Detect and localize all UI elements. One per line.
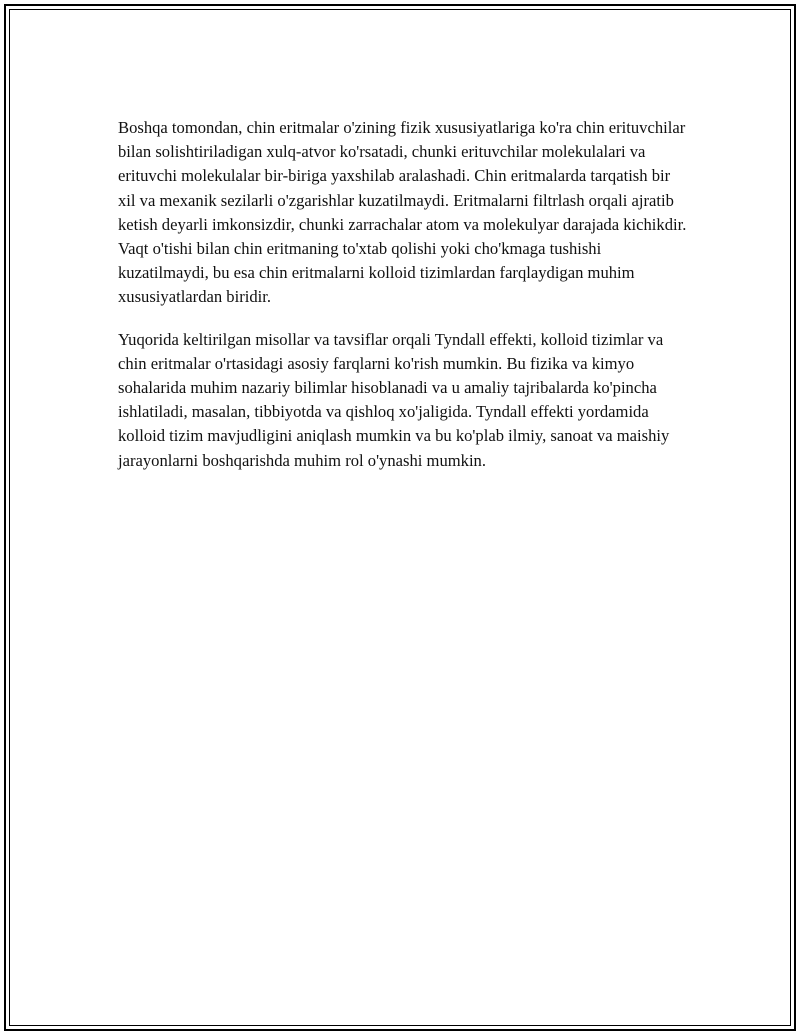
paragraph-1: Boshqa tomondan, chin eritmalar o'zining fizik xususiyatlariga ko'ra chin erituvchilar bilan solishtiriladigan xulq-atvor ko'rsatadi, chunki erituvchilar molekulalari va erituvchi molekulalar bir-biriga yaxshilab aralashadi. Chin eritmalarda tarqatish bir xil va mexanik sezilarli o'zgarishlar kuzatilmaydi. Eritmalarni filtrlash orqali ajratib ketish deyarli imkonsizdir, chunki zarrachalar atom va molekulyar darajada kichikdir. Vaqt o'tishi bilan chin eritmaning to'xtab qolishi yoki cho'kmaga tushishi kuzatilmaydi, bu esa chin eritmalarni kolloid tizimlardan farqlaydigan muhim xususiyatlardan biridir. — [118, 118, 687, 307]
paragraph-2: Yuqorida keltirilgan misollar va tavsiflar orqali Tyndall effekti, kolloid tizimlar va chin eritmalar o'rtasidagi asosiy farqlarni ko'rish mumkin. Bu fizika va kimyo sohalarida muhim nazariy bilimlar hisoblanadi va u amaliy tajribalarda ko'pincha ishlatiladi, masalan, tibbiyotda va qishloq xo'jaligida. Tyndall effekti yordamida kolloid tizim mavjudligini aniqlash mumkin va bu ko'plab ilmiy, sanoat va maishiy jarayonlarni boshqarishda muhim rol o'ynashi mumkin. — [118, 329, 670, 470]
document-body — [118, 116, 690, 491]
